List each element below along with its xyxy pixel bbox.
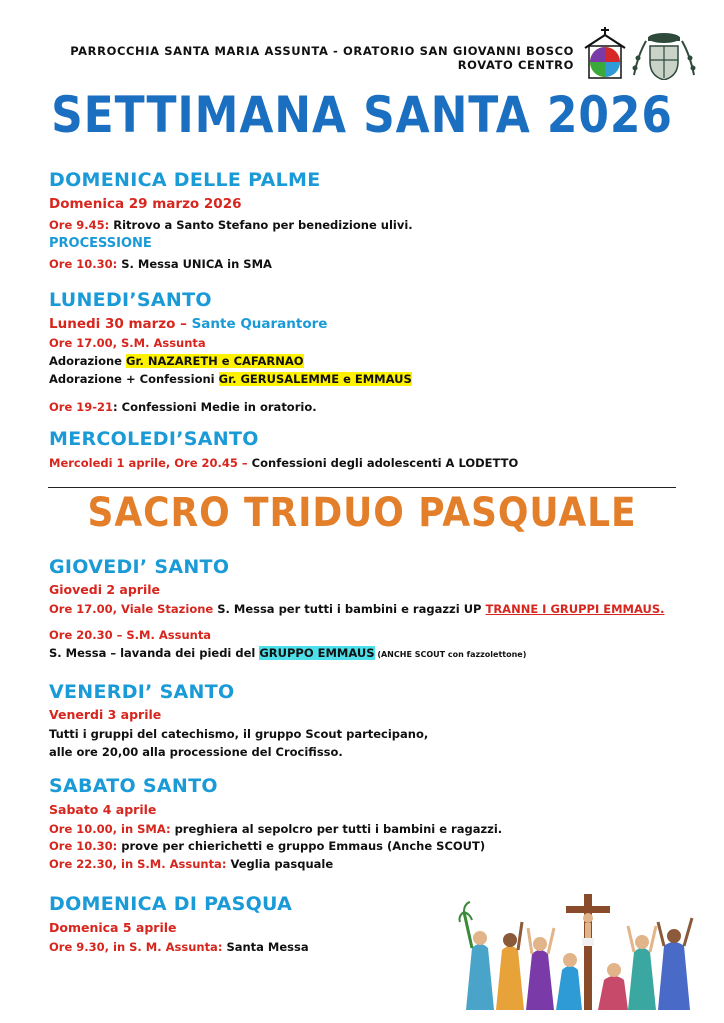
- venerdi-line-1: Tutti i gruppi del catechismo, il gruppo Scout partecipano,: [49, 727, 429, 741]
- venerdi-line-2: alle ore 20,00 alla processione del Crocifisso.: [49, 745, 343, 759]
- lunedi-date: Lunedi 30 marzo – Sante Quarantore: [49, 316, 328, 332]
- section-heading-sabato: SABATO SANTO: [49, 775, 218, 797]
- palme-date: Domenica 29 marzo 2026: [49, 196, 242, 212]
- sabato-line-3: Ore 22.30, in S.M. Assunta: Veglia pasquale: [49, 857, 334, 871]
- pasqua-date: Domenica 5 aprile: [49, 920, 177, 935]
- oratorio-logo-icon: [582, 26, 628, 80]
- page-title: SETTIMANA SANTA 2026: [51, 86, 673, 144]
- parish-header: [70, 44, 574, 72]
- section-heading-lunedi: LUNEDI’SANTO: [49, 289, 212, 311]
- section-heading-giovedi: GIOVEDI’ SANTO: [49, 556, 230, 578]
- section-heading-mercoledi: MERCOLEDI’SANTO: [49, 428, 259, 450]
- parish-location: ROVATO CENTRO: [457, 58, 574, 72]
- sabato-line-2: Ore 10.30: prove per chierichetti e gruppo Emmaus (Anche SCOUT): [49, 839, 486, 853]
- sabato-date: Sabato 4 aprile: [49, 802, 157, 817]
- lunedi-line-2: Adorazione Gr. NAZARETH e CAFARNAO: [49, 354, 304, 368]
- parish-name: PARROCCHIA SANTA MARIA ASSUNTA - ORATORIO SAN GIOVANNI BOSCO: [70, 44, 574, 58]
- pasqua-line-1: Ore 9.30, in S. M. Assunta: Santa Messa: [49, 940, 309, 954]
- mercoledi-line-1: Mercoledi 1 aprile, Ore 20.45 – Confessioni degli adolescenti A LODETTO: [49, 456, 519, 470]
- section-heading-venerdi: VENERDI’ SANTO: [49, 681, 235, 703]
- bishop-coat-of-arms-icon: [630, 28, 698, 80]
- giovedi-line-2: Ore 20.30 – S.M. Assunta: [49, 628, 212, 642]
- venerdi-date: Venerdi 3 aprile: [49, 707, 162, 722]
- palme-processione: PROCESSIONE: [49, 236, 152, 251]
- crucifixion-illustration: [458, 888, 708, 1010]
- lunedi-line-3: Adorazione + Confessioni Gr. GERUSALEMME e EMMAUS: [49, 372, 412, 386]
- giovedi-date: Giovedi 2 aprile: [49, 582, 160, 597]
- triduo-title: SACRO TRIDUO PASQUALE: [87, 490, 637, 536]
- sabato-line-1: Ore 10.00, in SMA: preghiera al sepolcro per tutti i bambini e ragazzi.: [49, 822, 503, 836]
- palme-line-1: Ore 9.45: Ritrovo a Santo Stefano per benedizione ulivi.: [49, 218, 413, 232]
- section-heading-pasqua: DOMENICA DI PASQUA: [49, 893, 293, 915]
- lunedi-line-4: Ore 19-21: Confessioni Medie in oratorio.: [49, 400, 317, 414]
- giovedi-line-1: Ore 17.00, Viale Stazione S. Messa per tutti i bambini e ragazzi UP TRANNE I GRUPPI EMMAUS.: [49, 602, 665, 616]
- section-heading-palme: DOMENICA DELLE PALME: [49, 169, 321, 191]
- lunedi-line-1: Ore 17.00, S.M. Assunta: [49, 336, 206, 350]
- divider: [48, 487, 676, 488]
- palme-line-2: Ore 10.30: S. Messa UNICA in SMA: [49, 257, 272, 271]
- giovedi-line-3: S. Messa – lavanda dei piedi del GRUPPO EMMAUS (ANCHE SCOUT con fazzolettone): [49, 646, 527, 660]
